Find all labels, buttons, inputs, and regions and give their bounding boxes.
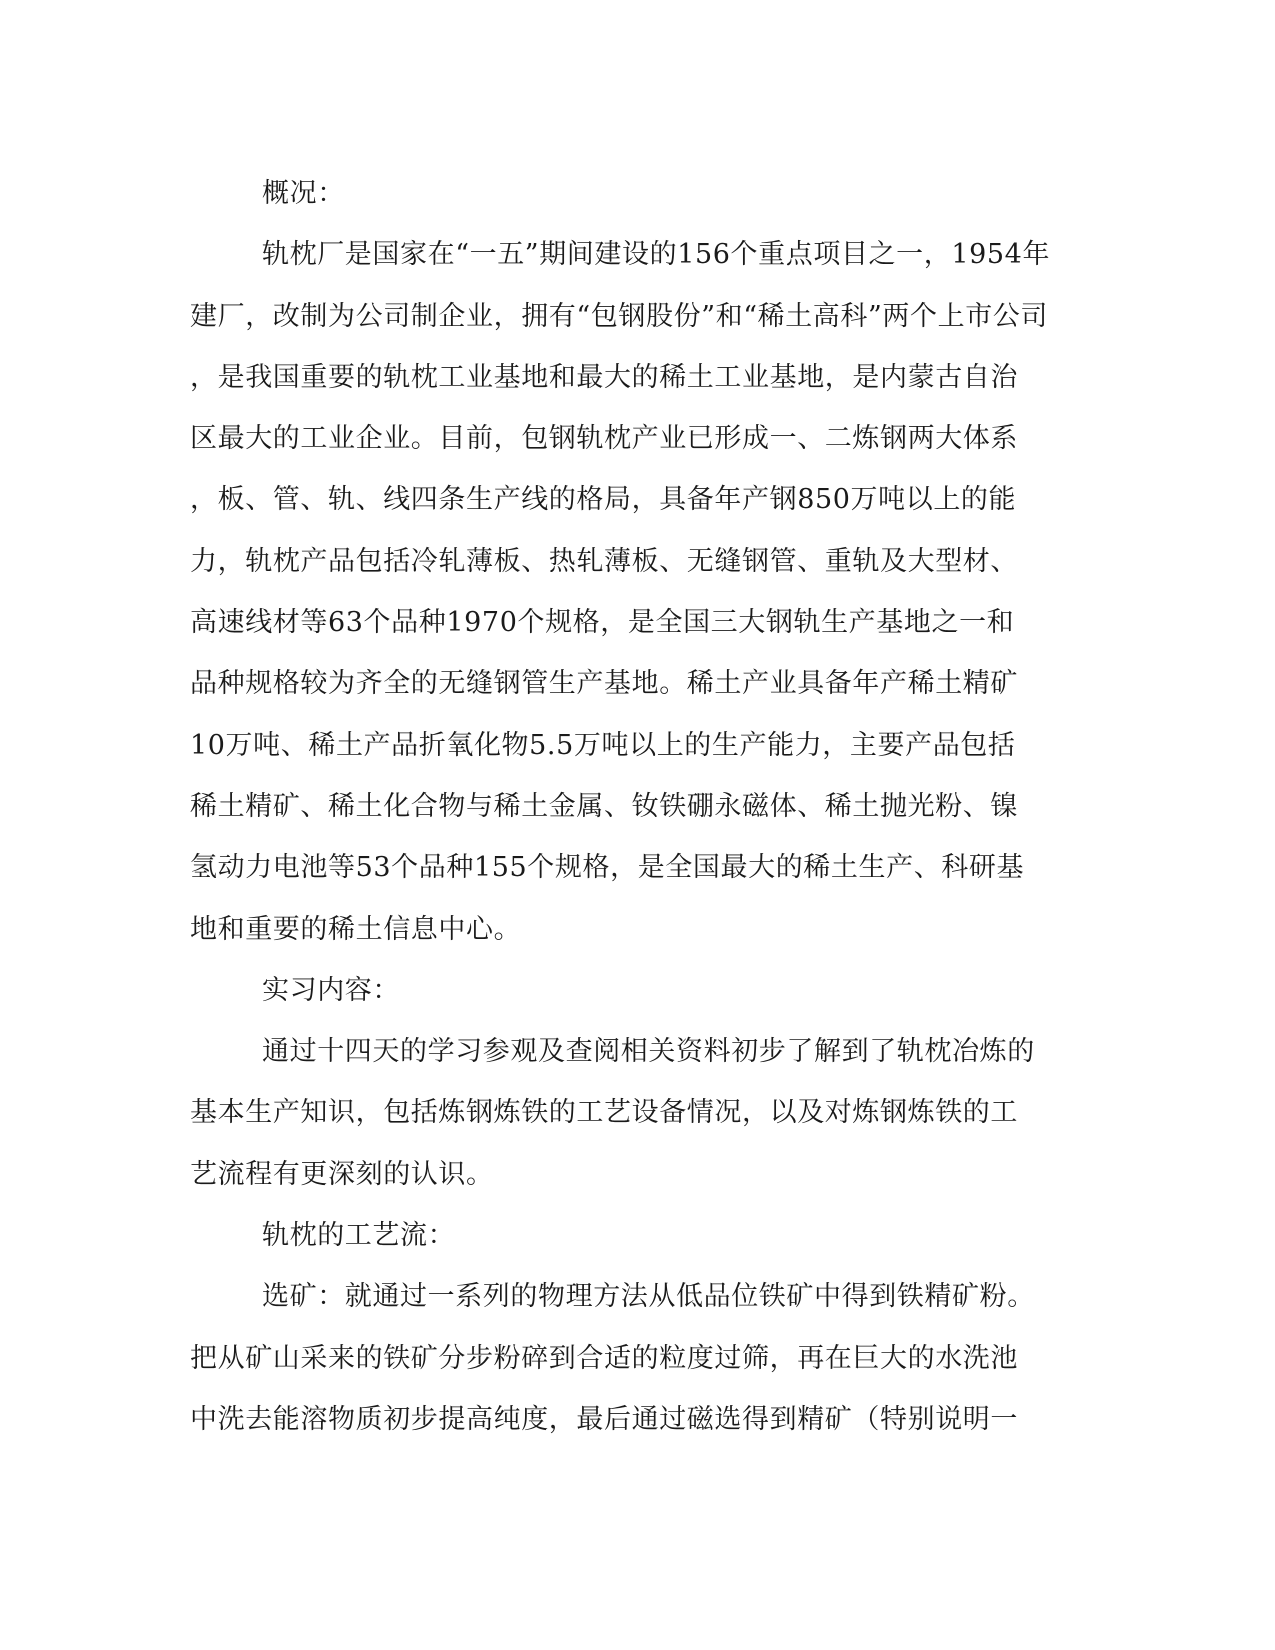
paragraph-line: 轨枕厂是国家在“一五”期间建设的156个重点项目之一，1954年 bbox=[262, 239, 1051, 271]
paragraph-line: 品种规格较为齐全的无缝钢管生产基地。稀土产业具备年产稀土精矿 bbox=[190, 668, 1018, 700]
paragraph-line: 把从矿山采来的铁矿分步粉碎到合适的粒度过筛，再在巨大的水洗池 bbox=[190, 1342, 1018, 1374]
paragraph-line: 选矿：就通过一系列的物理方法从低品位铁矿中得到铁精矿粉。 bbox=[262, 1281, 1035, 1313]
paragraph-line: 氢动力电池等53个品种155个规格，是全国最大的稀土生产、科研基 bbox=[190, 852, 1025, 884]
paragraph-line: ，板、管、轨、线四条生产线的格局，具备年产钢850万吨以上的能 bbox=[190, 484, 1017, 516]
paragraph-line: 建厂，改制为公司制企业，拥有“包钢股份”和“稀土高科”两个上市公司 bbox=[190, 300, 1049, 332]
paragraph-line: 区最大的工业企业。目前，包钢轨枕产业已形成一、二炼钢两大体系 bbox=[190, 423, 1018, 455]
paragraph-line: ，是我国重要的轨枕工业基地和最大的稀土工业基地，是内蒙古自治 bbox=[190, 361, 1018, 393]
paragraph-line: 高速线材等63个品种1970个规格，是全国三大钢轨生产基地之一和 bbox=[190, 607, 1015, 639]
paragraph-line: 中洗去能溶物质初步提高纯度，最后通过磁选得到精矿（特别说明一 bbox=[190, 1403, 1018, 1435]
paragraph-line: 通过十四天的学习参观及查阅相关资料初步了解到了轨枕冶炼的 bbox=[262, 1036, 1035, 1068]
section-heading-process-flow: 轨枕的工艺流： bbox=[262, 1220, 456, 1252]
paragraph-line: 稀土精矿、稀土化合物与稀土金属、钕铁硼永磁体、稀土抛光粉、镍 bbox=[190, 790, 1018, 822]
paragraph-line: 力，轨枕产品包括冷轧薄板、热轧薄板、无缝钢管、重轨及大型材、 bbox=[190, 545, 1018, 577]
paragraph-line: 地和重要的稀土信息中心。 bbox=[190, 913, 522, 945]
paragraph-line: 基本生产知识，包括炼钢炼铁的工艺设备情况，以及对炼钢炼铁的工 bbox=[190, 1097, 1018, 1129]
paragraph-line: 10万吨、稀土产品折氧化物5.5万吨以上的生产能力，主要产品包括 bbox=[190, 729, 1016, 761]
paragraph-line: 艺流程有更深刻的认识。 bbox=[190, 1158, 494, 1190]
section-heading-internship-content: 实习内容： bbox=[262, 974, 400, 1006]
section-heading-overview: 概况： bbox=[262, 178, 345, 209]
document-body bbox=[190, 163, 1085, 1450]
